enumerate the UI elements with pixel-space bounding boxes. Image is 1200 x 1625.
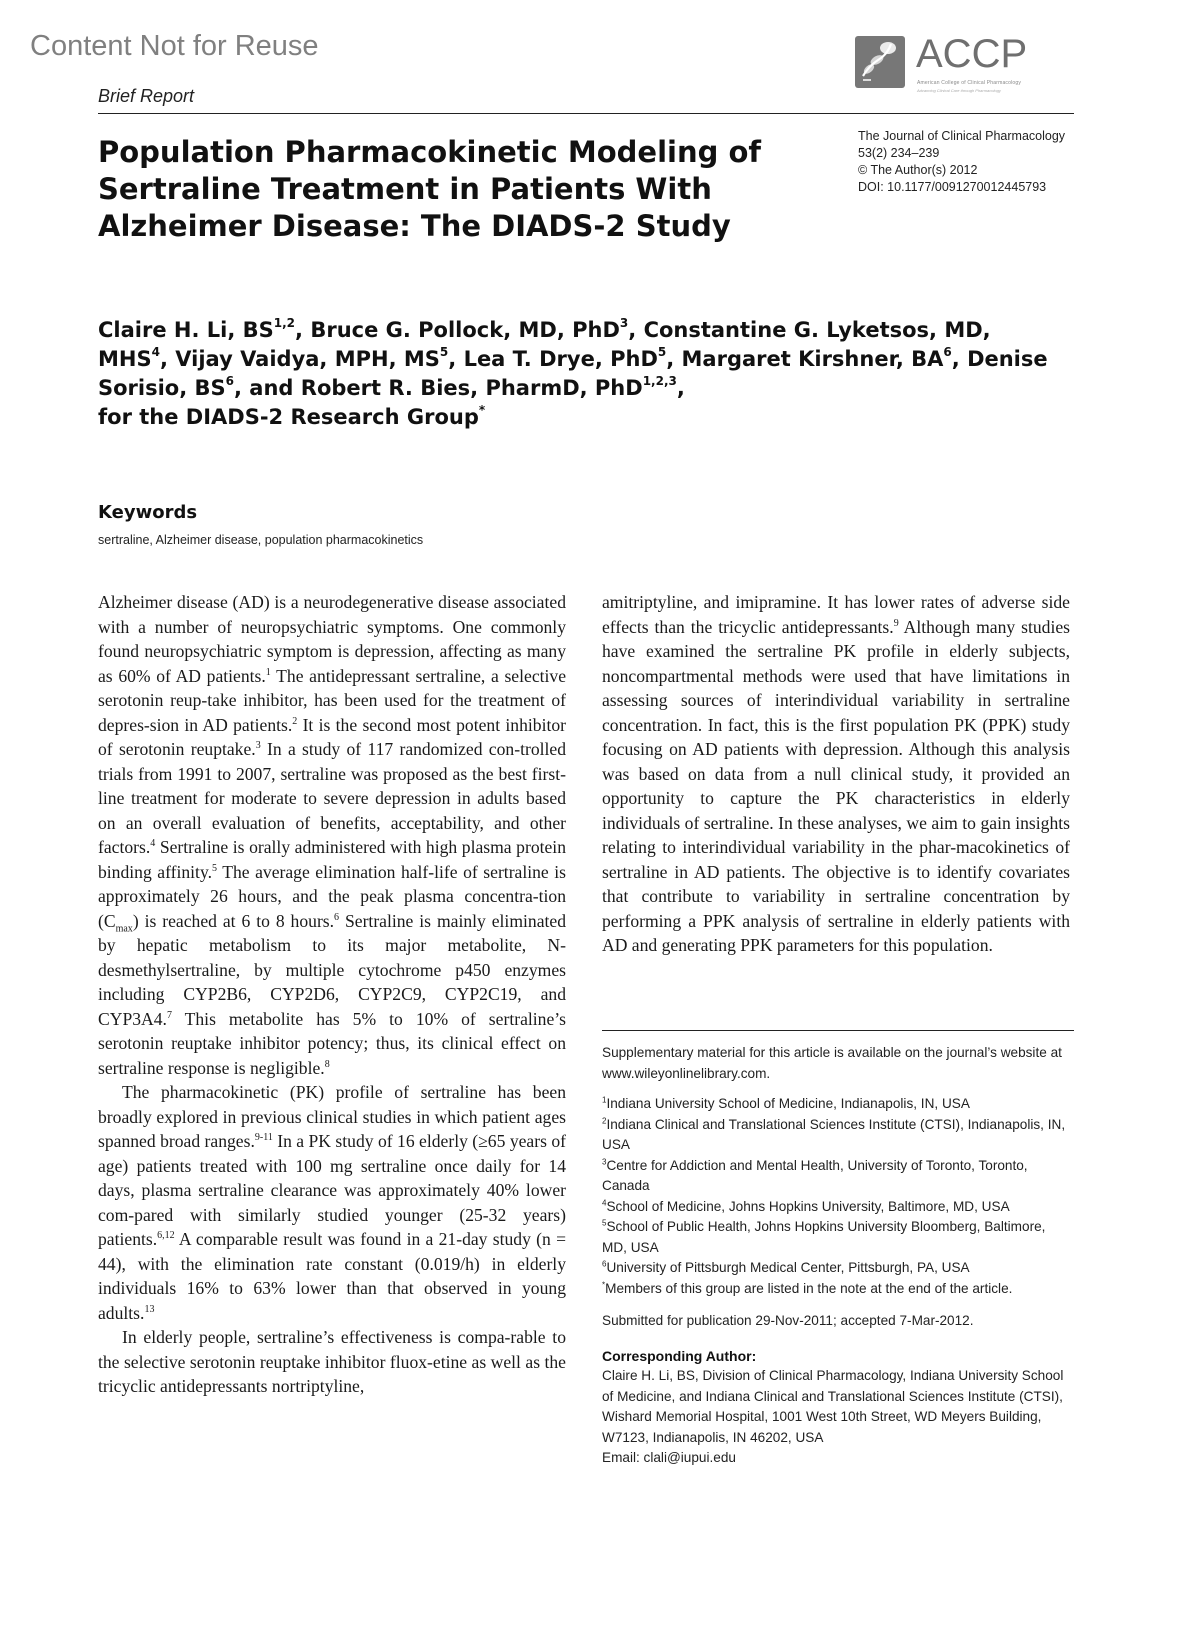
accp-emblem-icon xyxy=(855,36,905,88)
journal-copyright: © The Author(s) 2012 xyxy=(858,163,978,177)
author-name: Vijay Vaidya, MPH, MS xyxy=(175,347,440,371)
body-paragraph: In elderly people, sertraline’s effectiveness is compa-rable to the selective serotonin reuptake inhibitor fluox-etine as well as the tricyclic antidepressants nortriptyline, xyxy=(98,1327,566,1396)
author-affiliation-marker: 1,2 xyxy=(273,316,296,330)
keywords-list: sertraline, Alzheimer disease, population pharmacokinetics xyxy=(98,533,424,547)
body-column-right xyxy=(602,590,1070,958)
author-name: Lea T. Drye, PhD xyxy=(463,347,658,371)
body-paragraph: The pharmacokinetic (PK) profile of sertraline has been broadly explored in previous clinical studies in which patient ages spanned broad ranges.$^{9-11}$ In a PK study of 16 elderly (≥65 years of age) patients treated with 100 mg sertraline once daily for 14 days, plasma sertraline clearance was approximately 40% lower com-pared with similarly studied younger (25-32 years) patients.$^{6,12}$ A comparable result was found in a 21-day study (n = 44), with the elimination rate constant (0.019/h) in elderly individuals 16% to 63% lower than that observed in young adults.$^{13}$ xyxy=(98,1082,567,1323)
author-name: Claire H. Li, BS xyxy=(98,318,274,342)
body-paragraph: Alzheimer disease (AD) is a neurodegenerative disease associated with a number of neuropsychiatric symptoms. One commonly found neuropsychiatric symptom is depression, affecting as many as 60% of AD patients.$^1$ The antidepressant sertraline, a selective serotonin reup-take inhibitor, has been used for the treatment of depres-sion in AD patients.$^2$ It is the second most potent inhibitor of serotonin reuptake.$^3$ In a study of 117 randomized con-trolled trials from 1991 to 2007, sertraline was proposed as the best first-line treatment for moderate to severe depression in adults based on an overall evaluation of benefits, acceptability, and other factors.$^4$ Sertraline is orally administered with high plasma protein binding affinity.$^5$ The average elimination half-life of sertraline is approximately 26 hours, and the peak plasma concentra-tion $(C_{max})$ is reached at 6 to 8 hours.$^6$ Sertraline is mainly eliminated by hepatic metabolism to its major metabolite, N-desmethylsertraline, by multiple cytochrome p450 enzymes including CYP2B6, CYP2D6, CYP2C9, CYP2C19, and CYP3A4.$^7$ This metabolite has 5% to 10% of sertraline’s serotonin reuptake inhibitor potency; thus, its clinical effect on sertraline response is negligible.$^8$ xyxy=(98,592,567,1078)
author-name: for the DIADS-2 Research Group xyxy=(98,405,479,429)
logo-tagline: Advancing Clinical Care through Pharmacology xyxy=(917,88,1001,93)
body-paragraph: amitriptyline, and imipramine. It has lower rates of adverse side effects than the tricyclic antidepressants.$^9$ Although many studies have examined the sertraline PK profile in elderly subjects, noncompartmental methods were used that have limitations in assessing sources of interindividual variability in sertraline concentration. In fact, this is the first population PK (PPK) study focusing on AD patients with depression. Although this analysis was based on data from a null clinical study, it provided an opportunity to capture the PK characteristics in elderly individuals of sertraline. In these analyses, we aim to gain insights relating to interindividual variability in the phar-macokinetics of sertraline in AD patients. The objective is to identify covariates that contribute to variability in sertraline concentration by performing a PPK analysis of sertraline in elderly patients with AD and generating PPK parameters for this population. xyxy=(602,592,1070,955)
affiliation-item: $^6$University of Pittsburgh Medical Center, Pittsburgh, PA, USA xyxy=(602,1259,970,1275)
affiliation-item: $^5$School of Public Health, Johns Hopkins University Bloomberg, Baltimore, MD, USA xyxy=(602,1218,1046,1255)
journal-info xyxy=(858,128,1088,196)
affiliation-item: $^1$Indiana University School of Medicine, Indianapolis, IN, USA xyxy=(602,1095,970,1111)
author-affiliation-marker: 6 xyxy=(225,374,235,388)
author-name: Robert R. Bies, PharmD, PhD xyxy=(300,376,643,400)
article-notes xyxy=(602,1043,1074,1469)
affiliation-list xyxy=(602,1094,1074,1299)
watermark-text: Content Not for Reuse xyxy=(30,30,319,62)
author-list: Claire H. Li, BS$^{1,2}$, Bruce G. Pollock, MD, PhD$^3$, Constantine G. Lyketsos, MD, MHS$^4$, Vijay Vaidya, MPH, $MS^5$, Lea T. Drye, PhD$^5$, Margaret Kirshner, $BA^6$, Denise Sorisio, $BS^6$, and Robert R. Bies, PharmD, PhD$^{1,2,3}$, for the DIADS-2 Research Group* xyxy=(98,316,1048,429)
supplementary-note: Supplementary material for this article is available on the journal’s website at www.wileyonlinelibrary.com. xyxy=(602,1045,1062,1081)
author-affiliation-marker: 6 xyxy=(943,345,952,359)
body-column-left xyxy=(98,590,566,1399)
affiliation-item: $^4$School of Medicine, Johns Hopkins University, Baltimore, MD, USA xyxy=(602,1197,1010,1214)
header-divider xyxy=(98,113,1074,114)
author-name: Margaret Kirshner, BA xyxy=(681,347,944,371)
author-affiliation-marker: 5 xyxy=(657,345,667,359)
affiliation-item: $^3$Centre for Addiction and Mental Health, University of Toronto, Toronto, Canada xyxy=(602,1156,1028,1193)
footnote-divider xyxy=(602,1030,1074,1031)
author-name: Bruce G. Pollock, MD, PhD xyxy=(310,318,620,342)
journal-volume: 53(2) 234–239 xyxy=(858,146,940,160)
corresponding-author-heading: Corresponding Author: xyxy=(602,1347,757,1364)
submission-dates: Submitted for publication 29-Nov-2011; accepted 7-Mar-2012. xyxy=(602,1313,974,1328)
affiliation-item: *Members of this group are listed in the note at the end of the article. xyxy=(602,1279,1013,1296)
logo-subtitle: American College of Clinical Pharmacology xyxy=(917,80,1022,86)
affiliation-item: $^2$Indiana Clinical and Translational Sciences Institute (CTSI), Indianapolis, IN, USA xyxy=(602,1115,1066,1152)
logo-name: ACCP xyxy=(916,32,1028,76)
author-affiliation-marker: 3 xyxy=(619,316,629,330)
corresponding-email[interactable]: Email: clali@iupui.edu xyxy=(602,1450,736,1465)
journal-doi[interactable]: DOI: 10.1177/0091270012445793 xyxy=(858,180,1047,194)
author-affiliation-marker: 1,2,3 xyxy=(642,374,677,388)
keywords-heading: Keywords xyxy=(98,502,198,523)
article-type: Brief Report xyxy=(98,86,195,106)
journal-name: The Journal of Clinical Pharmacology xyxy=(858,129,1066,143)
article-title: Population Pharmacokinetic Modeling of Sertraline Treatment in Patients With Alzheimer Disease: The DIADS-2 Study xyxy=(98,135,761,243)
author-name: Constantine G. Lyketsos, MD, MHS xyxy=(98,318,991,371)
author-affiliation-marker: 4 xyxy=(151,345,160,359)
corresponding-author-details xyxy=(602,1366,1074,1469)
accp-logo xyxy=(855,32,1085,96)
author-name: Denise Sorisio, BS xyxy=(98,347,1048,400)
author-affiliation-marker: * xyxy=(478,403,486,417)
author-affiliation-marker: 5 xyxy=(439,345,449,359)
corresponding-address: Claire H. Li, BS, Division of Clinical Pharmacology, Indiana University School of Medicine, and Indiana Clinical and Translational Sciences Institute (CTSI), Wishard Memorial Hospital, 1001 West 10th Street, WD Meyers Building, W7123, Indianapolis, IN 46202, USA xyxy=(602,1368,1064,1445)
